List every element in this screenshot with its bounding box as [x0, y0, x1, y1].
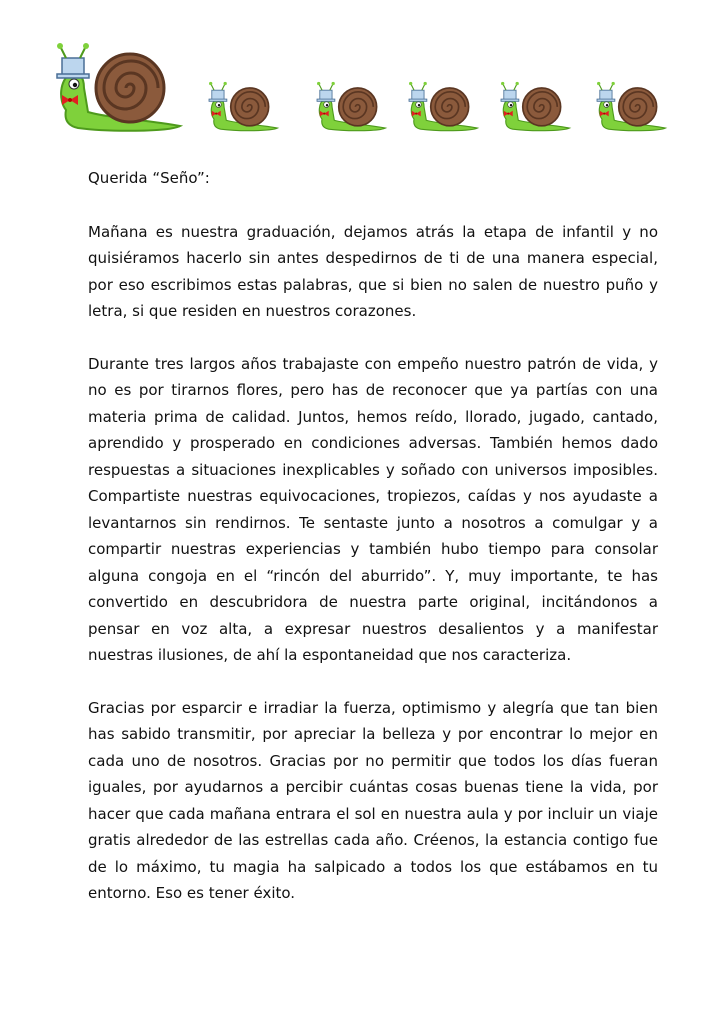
snail-icon: [204, 80, 282, 136]
snail-header: [0, 0, 728, 150]
snail-icon: [312, 80, 390, 136]
snail-icon: [404, 80, 482, 136]
letter-paragraph-3: Gracias por esparcir e irradiar la fuerza, optimismo y alegría que tan bien has sabido transmitir, por apreciar la belleza y por encontrar lo mejor en cada uno de nosotros. Gracias por no permitir que todos los días fueran iguales, por ayudarnos a percibir cuántas cosas buenas tiene la vida, por hacer que cada mañana entrara el sol en nuestra aula y por incluir un viaje gratis alrededor de las estrellas cada año. Créenos, la estancia contigo fue de lo máximo, tu magia ha salpicado a todos los que estábamos en tu entorno. Eso es tener éxito.: [88, 698, 658, 902]
letter-paragraph-2: Durante tres largos años trabajaste con empeño nuestro patrón de vida, y no es por tirarnos flores, pero has de reconocer que ya partías con una materia prima de calidad. Juntos, hemos reído, llorado, jugado, cantado, aprendido y prosperado en condiciones adversas. También hemos dado respuestas a situaciones inexplicables y soñado con universos imposibles. Compartiste nuestras equivocaciones, tropiezos, caídas y nos ayudaste a levantarnos sin rendirnos. Te sentaste junto a nosotros a comulgar y a compartir nuestras experiencias y también hubo tiempo para consolar alguna congoja en el “rincón del aburrido”. Y, muy importante, te has convertido en descubridora de nuestra parte original, incitándonos a pensar en voz alta, a expresar nuestros desalientos y a manifestar nuestras ilusiones, de ahí la espontaneidad que nos caracteriza.: [88, 354, 658, 664]
snail-icon: [48, 40, 188, 140]
snail-icon: [496, 80, 574, 136]
letter-paragraph-1: Mañana es nuestra graduación, dejamos atrás la etapa de infantil y no quisiéramos hacerlo sin antes despedirnos de ti de una manera especial, por eso escribimos estas palabras, que si bien no salen de nuestro puño y letra, si que residen en nuestros corazones.: [88, 222, 658, 320]
letter-greeting: Querida “Seño”:: [88, 169, 210, 187]
snail-icon: [592, 80, 670, 136]
letter-body: [88, 165, 658, 933]
